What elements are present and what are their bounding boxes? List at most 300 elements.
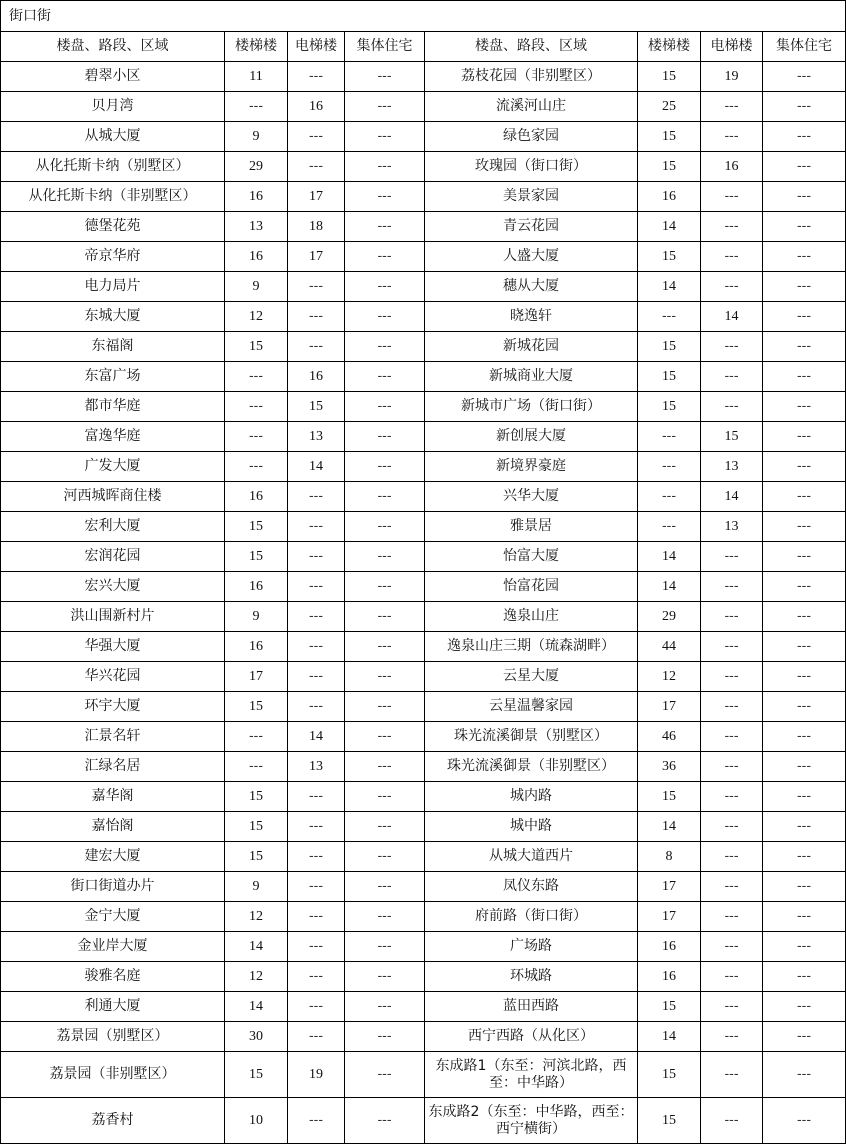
cell-name-right: 逸泉山庄三期（琉森湖畔） xyxy=(425,632,638,662)
cell-collective-price-left: --- xyxy=(345,572,425,602)
cell-elevator-price-left: --- xyxy=(288,1022,345,1052)
table-row xyxy=(1,1052,846,1098)
cell-elevator-price-right: --- xyxy=(701,752,763,782)
cell-stair-price-right: 17 xyxy=(638,902,701,932)
cell-stair-price-right: 8 xyxy=(638,842,701,872)
cell-elevator-price-right: --- xyxy=(701,362,763,392)
table-row xyxy=(1,362,846,392)
header-elevator-right: 电梯楼 xyxy=(701,32,763,62)
cell-stair-price-right: 15 xyxy=(638,992,701,1022)
cell-collective-price-left: --- xyxy=(345,512,425,542)
cell-elevator-price-right: 16 xyxy=(701,152,763,182)
cell-stair-price-left: 16 xyxy=(225,242,288,272)
cell-elevator-price-right: --- xyxy=(701,962,763,992)
cell-stair-price-left: --- xyxy=(225,752,288,782)
cell-collective-price-right: --- xyxy=(763,332,846,362)
cell-elevator-price-right: --- xyxy=(701,92,763,122)
cell-elevator-price-left: --- xyxy=(288,302,345,332)
cell-collective-price-right: --- xyxy=(763,752,846,782)
cell-stair-price-left: 12 xyxy=(225,962,288,992)
cell-stair-price-left: 15 xyxy=(225,812,288,842)
cell-collective-price-left: --- xyxy=(345,122,425,152)
cell-name-right: 新境界豪庭 xyxy=(425,452,638,482)
cell-collective-price-right: --- xyxy=(763,932,846,962)
cell-stair-price-right: 14 xyxy=(638,542,701,572)
table-row xyxy=(1,452,846,482)
cell-stair-price-left: --- xyxy=(225,422,288,452)
cell-collective-price-left: --- xyxy=(345,902,425,932)
cell-collective-price-right: --- xyxy=(763,392,846,422)
cell-name-right: 新创展大厦 xyxy=(425,422,638,452)
cell-collective-price-left: --- xyxy=(345,212,425,242)
cell-elevator-price-left: --- xyxy=(288,782,345,812)
cell-name-left: 从化托斯卡纳（别墅区） xyxy=(1,152,225,182)
cell-stair-price-right: 29 xyxy=(638,602,701,632)
table-row xyxy=(1,782,846,812)
cell-elevator-price-right: --- xyxy=(701,1098,763,1144)
cell-elevator-price-left: --- xyxy=(288,512,345,542)
table-row xyxy=(1,932,846,962)
cell-stair-price-right: 15 xyxy=(638,62,701,92)
cell-elevator-price-left: 18 xyxy=(288,212,345,242)
cell-name-left: 金业岸大厦 xyxy=(1,932,225,962)
table-row xyxy=(1,512,846,542)
cell-elevator-price-left: --- xyxy=(288,542,345,572)
cell-stair-price-right: 14 xyxy=(638,572,701,602)
cell-elevator-price-right: --- xyxy=(701,242,763,272)
cell-name-left: 宏兴大厦 xyxy=(1,572,225,602)
cell-elevator-price-left: --- xyxy=(288,122,345,152)
cell-name-right: 从城大道西片 xyxy=(425,842,638,872)
cell-elevator-price-right: --- xyxy=(701,1022,763,1052)
cell-collective-price-left: --- xyxy=(345,1098,425,1144)
cell-elevator-price-right: 19 xyxy=(701,62,763,92)
cell-collective-price-right: --- xyxy=(763,662,846,692)
cell-elevator-price-left: --- xyxy=(288,692,345,722)
cell-stair-price-left: 13 xyxy=(225,212,288,242)
cell-elevator-price-right: --- xyxy=(701,662,763,692)
cell-name-right: 环城路 xyxy=(425,962,638,992)
table-row xyxy=(1,872,846,902)
cell-name-left: 金宁大厦 xyxy=(1,902,225,932)
table-title-row xyxy=(1,1,846,32)
cell-name-right: 绿色家园 xyxy=(425,122,638,152)
cell-collective-price-right: --- xyxy=(763,212,846,242)
cell-name-right: 凤仪东路 xyxy=(425,872,638,902)
cell-name-right: 新城市广场（街口街） xyxy=(425,392,638,422)
cell-elevator-price-right: --- xyxy=(701,182,763,212)
table-row xyxy=(1,692,846,722)
cell-stair-price-right: 14 xyxy=(638,1022,701,1052)
cell-elevator-price-left: 14 xyxy=(288,722,345,752)
table-row xyxy=(1,1022,846,1052)
cell-collective-price-left: --- xyxy=(345,872,425,902)
cell-collective-price-right: --- xyxy=(763,62,846,92)
cell-name-right: 西宁西路（从化区） xyxy=(425,1022,638,1052)
cell-stair-price-left: 16 xyxy=(225,632,288,662)
cell-elevator-price-right: 13 xyxy=(701,512,763,542)
cell-collective-price-left: --- xyxy=(345,782,425,812)
cell-collective-price-right: --- xyxy=(763,842,846,872)
cell-elevator-price-right: --- xyxy=(701,602,763,632)
cell-stair-price-right: 15 xyxy=(638,152,701,182)
cell-name-left: 汇景名轩 xyxy=(1,722,225,752)
cell-stair-price-right: 15 xyxy=(638,392,701,422)
cell-name-right: 蓝田西路 xyxy=(425,992,638,1022)
table-row xyxy=(1,62,846,92)
cell-collective-price-left: --- xyxy=(345,62,425,92)
cell-elevator-price-right: 15 xyxy=(701,422,763,452)
cell-stair-price-left: 15 xyxy=(225,332,288,362)
cell-name-left: 环宇大厦 xyxy=(1,692,225,722)
cell-elevator-price-left: --- xyxy=(288,602,345,632)
cell-collective-price-left: --- xyxy=(345,992,425,1022)
cell-elevator-price-right: --- xyxy=(701,932,763,962)
cell-stair-price-left: 15 xyxy=(225,1052,288,1098)
cell-collective-price-left: --- xyxy=(345,92,425,122)
cell-name-right: 府前路（街口街） xyxy=(425,902,638,932)
cell-collective-price-right: --- xyxy=(763,452,846,482)
cell-name-left: 贝月湾 xyxy=(1,92,225,122)
cell-stair-price-right: 17 xyxy=(638,692,701,722)
cell-stair-price-left: --- xyxy=(225,452,288,482)
cell-elevator-price-left: 13 xyxy=(288,422,345,452)
table-row xyxy=(1,812,846,842)
cell-collective-price-left: --- xyxy=(345,662,425,692)
cell-collective-price-right: --- xyxy=(763,572,846,602)
cell-elevator-price-right: --- xyxy=(701,812,763,842)
cell-elevator-price-right: --- xyxy=(701,392,763,422)
cell-name-left: 河西城晖商住楼 xyxy=(1,482,225,512)
table-row xyxy=(1,992,846,1022)
cell-name-left: 东城大厦 xyxy=(1,302,225,332)
cell-name-right: 怡富大厦 xyxy=(425,542,638,572)
cell-elevator-price-right: --- xyxy=(701,692,763,722)
table-row xyxy=(1,272,846,302)
cell-name-right: 广场路 xyxy=(425,932,638,962)
cell-elevator-price-left: 17 xyxy=(288,242,345,272)
table-row xyxy=(1,422,846,452)
cell-collective-price-right: --- xyxy=(763,782,846,812)
cell-collective-price-right: --- xyxy=(763,872,846,902)
cell-elevator-price-right: --- xyxy=(701,122,763,152)
cell-stair-price-left: 17 xyxy=(225,662,288,692)
cell-stair-price-right: --- xyxy=(638,422,701,452)
cell-name-right: 荔枝花园（非别墅区） xyxy=(425,62,638,92)
cell-name-left: 建宏大厦 xyxy=(1,842,225,872)
cell-elevator-price-left: 14 xyxy=(288,452,345,482)
cell-stair-price-right: 15 xyxy=(638,1052,701,1098)
cell-name-left: 汇绿名居 xyxy=(1,752,225,782)
cell-stair-price-left: --- xyxy=(225,722,288,752)
cell-elevator-price-left: --- xyxy=(288,332,345,362)
cell-elevator-price-right: 13 xyxy=(701,452,763,482)
table-row xyxy=(1,602,846,632)
cell-stair-price-left: 15 xyxy=(225,782,288,812)
table-row xyxy=(1,902,846,932)
cell-collective-price-right: --- xyxy=(763,242,846,272)
cell-stair-price-right: 14 xyxy=(638,212,701,242)
cell-collective-price-right: --- xyxy=(763,182,846,212)
table-row xyxy=(1,242,846,272)
cell-stair-price-right: --- xyxy=(638,512,701,542)
cell-collective-price-right: --- xyxy=(763,1022,846,1052)
cell-collective-price-left: --- xyxy=(345,542,425,572)
cell-name-left: 电力局片 xyxy=(1,272,225,302)
cell-name-right: 东成路1（东至：河滨北路，西至：中华路） xyxy=(425,1052,638,1098)
cell-elevator-price-left: 16 xyxy=(288,92,345,122)
cell-name-left: 荔景园（别墅区） xyxy=(1,1022,225,1052)
cell-name-left: 德堡花苑 xyxy=(1,212,225,242)
cell-name-right: 珠光流溪御景（非别墅区） xyxy=(425,752,638,782)
cell-name-left: 从化托斯卡纳（非别墅区） xyxy=(1,182,225,212)
cell-name-right: 流溪河山庄 xyxy=(425,92,638,122)
table-row xyxy=(1,662,846,692)
cell-elevator-price-left: --- xyxy=(288,1098,345,1144)
cell-collective-price-left: --- xyxy=(345,482,425,512)
cell-stair-price-left: 29 xyxy=(225,152,288,182)
cell-collective-price-left: --- xyxy=(345,602,425,632)
cell-collective-price-left: --- xyxy=(345,632,425,662)
table-row xyxy=(1,752,846,782)
cell-collective-price-right: --- xyxy=(763,692,846,722)
cell-collective-price-left: --- xyxy=(345,962,425,992)
cell-stair-price-left: --- xyxy=(225,92,288,122)
header-elevator-left: 电梯楼 xyxy=(288,32,345,62)
cell-collective-price-left: --- xyxy=(345,722,425,752)
cell-stair-price-left: 16 xyxy=(225,182,288,212)
cell-name-left: 宏利大厦 xyxy=(1,512,225,542)
cell-elevator-price-left: --- xyxy=(288,872,345,902)
cell-stair-price-right: 16 xyxy=(638,962,701,992)
table-row xyxy=(1,332,846,362)
cell-elevator-price-left: --- xyxy=(288,662,345,692)
cell-name-left: 洪山围新村片 xyxy=(1,602,225,632)
cell-collective-price-left: --- xyxy=(345,752,425,782)
cell-stair-price-right: 15 xyxy=(638,782,701,812)
cell-collective-price-right: --- xyxy=(763,902,846,932)
cell-name-left: 广发大厦 xyxy=(1,452,225,482)
cell-name-right: 东成路2（东至：中华路，西至：西宁横街） xyxy=(425,1098,638,1144)
cell-collective-price-right: --- xyxy=(763,92,846,122)
table-row xyxy=(1,1098,846,1144)
table-row xyxy=(1,482,846,512)
cell-collective-price-right: --- xyxy=(763,992,846,1022)
cell-collective-price-left: --- xyxy=(345,272,425,302)
cell-name-left: 骏雅名庭 xyxy=(1,962,225,992)
cell-name-right: 珠光流溪御景（别墅区） xyxy=(425,722,638,752)
cell-name-right: 人盛大厦 xyxy=(425,242,638,272)
cell-stair-price-right: 15 xyxy=(638,1098,701,1144)
cell-collective-price-left: --- xyxy=(345,362,425,392)
cell-stair-price-right: 12 xyxy=(638,662,701,692)
table-row xyxy=(1,392,846,422)
header-name-right: 楼盘、路段、区域 xyxy=(425,32,638,62)
cell-elevator-price-left: --- xyxy=(288,482,345,512)
cell-collective-price-left: --- xyxy=(345,242,425,272)
cell-stair-price-right: --- xyxy=(638,302,701,332)
cell-collective-price-right: --- xyxy=(763,482,846,512)
cell-name-left: 碧翠小区 xyxy=(1,62,225,92)
header-stair-left: 楼梯楼 xyxy=(225,32,288,62)
cell-collective-price-right: --- xyxy=(763,152,846,182)
cell-name-right: 兴华大厦 xyxy=(425,482,638,512)
cell-name-right: 城中路 xyxy=(425,812,638,842)
cell-elevator-price-left: --- xyxy=(288,932,345,962)
cell-stair-price-left: --- xyxy=(225,392,288,422)
table-row xyxy=(1,542,846,572)
cell-name-right: 穗从大厦 xyxy=(425,272,638,302)
cell-name-left: 富逸华庭 xyxy=(1,422,225,452)
cell-stair-price-left: 15 xyxy=(225,842,288,872)
cell-stair-price-right: --- xyxy=(638,482,701,512)
table-row xyxy=(1,92,846,122)
cell-elevator-price-right: --- xyxy=(701,572,763,602)
cell-stair-price-right: 15 xyxy=(638,122,701,152)
cell-name-right: 逸泉山庄 xyxy=(425,602,638,632)
table-row xyxy=(1,152,846,182)
cell-stair-price-right: --- xyxy=(638,452,701,482)
cell-elevator-price-right: --- xyxy=(701,332,763,362)
header-collective-right: 集体住宅 xyxy=(763,32,846,62)
cell-stair-price-left: 15 xyxy=(225,542,288,572)
cell-stair-price-right: 14 xyxy=(638,272,701,302)
cell-collective-price-left: --- xyxy=(345,812,425,842)
header-row xyxy=(1,32,846,62)
cell-elevator-price-left: --- xyxy=(288,572,345,602)
cell-stair-price-left: 9 xyxy=(225,602,288,632)
cell-name-left: 从城大厦 xyxy=(1,122,225,152)
cell-collective-price-left: --- xyxy=(345,932,425,962)
cell-stair-price-right: 14 xyxy=(638,812,701,842)
cell-elevator-price-left: --- xyxy=(288,812,345,842)
cell-elevator-price-left: --- xyxy=(288,992,345,1022)
cell-elevator-price-left: 19 xyxy=(288,1052,345,1098)
cell-collective-price-left: --- xyxy=(345,302,425,332)
cell-name-right: 城内路 xyxy=(425,782,638,812)
cell-elevator-price-left: --- xyxy=(288,152,345,182)
cell-name-left: 华强大厦 xyxy=(1,632,225,662)
cell-elevator-price-right: 14 xyxy=(701,302,763,332)
cell-stair-price-right: 16 xyxy=(638,932,701,962)
cell-name-left: 荔景园（非别墅区） xyxy=(1,1052,225,1098)
cell-stair-price-right: 15 xyxy=(638,242,701,272)
cell-collective-price-right: --- xyxy=(763,632,846,662)
cell-name-left: 华兴花园 xyxy=(1,662,225,692)
cell-collective-price-right: --- xyxy=(763,1052,846,1098)
cell-stair-price-left: 9 xyxy=(225,272,288,302)
cell-collective-price-right: --- xyxy=(763,602,846,632)
cell-elevator-price-right: --- xyxy=(701,992,763,1022)
cell-stair-price-left: 14 xyxy=(225,932,288,962)
table-title: 街口街 xyxy=(1,1,846,32)
cell-name-left: 嘉怡阁 xyxy=(1,812,225,842)
table-row xyxy=(1,632,846,662)
cell-stair-price-left: 10 xyxy=(225,1098,288,1144)
cell-collective-price-left: --- xyxy=(345,692,425,722)
cell-stair-price-right: 15 xyxy=(638,332,701,362)
cell-stair-price-left: 12 xyxy=(225,902,288,932)
cell-elevator-price-right: --- xyxy=(701,1052,763,1098)
cell-stair-price-left: 15 xyxy=(225,512,288,542)
cell-name-left: 东福阁 xyxy=(1,332,225,362)
cell-elevator-price-left: --- xyxy=(288,902,345,932)
cell-name-left: 街口街道办片 xyxy=(1,872,225,902)
cell-name-right: 青云花园 xyxy=(425,212,638,242)
cell-name-right: 新城花园 xyxy=(425,332,638,362)
cell-collective-price-right: --- xyxy=(763,722,846,752)
cell-elevator-price-right: --- xyxy=(701,542,763,572)
cell-name-right: 雅景居 xyxy=(425,512,638,542)
cell-elevator-price-right: --- xyxy=(701,722,763,752)
cell-elevator-price-right: --- xyxy=(701,782,763,812)
cell-stair-price-left: 12 xyxy=(225,302,288,332)
table-row xyxy=(1,302,846,332)
table-row xyxy=(1,122,846,152)
cell-stair-price-right: 44 xyxy=(638,632,701,662)
cell-collective-price-right: --- xyxy=(763,272,846,302)
cell-collective-price-left: --- xyxy=(345,452,425,482)
cell-elevator-price-left: --- xyxy=(288,632,345,662)
cell-name-left: 宏润花园 xyxy=(1,542,225,572)
cell-elevator-price-right: --- xyxy=(701,872,763,902)
cell-name-right: 晓逸轩 xyxy=(425,302,638,332)
cell-elevator-price-right: --- xyxy=(701,902,763,932)
cell-name-right: 新城商业大厦 xyxy=(425,362,638,392)
cell-elevator-price-left: --- xyxy=(288,62,345,92)
cell-name-right: 玫瑰园（街口街） xyxy=(425,152,638,182)
cell-collective-price-right: --- xyxy=(763,542,846,572)
cell-stair-price-right: 16 xyxy=(638,182,701,212)
cell-collective-price-left: --- xyxy=(345,1022,425,1052)
cell-elevator-price-right: --- xyxy=(701,212,763,242)
cell-stair-price-left: 9 xyxy=(225,122,288,152)
cell-collective-price-left: --- xyxy=(345,152,425,182)
cell-stair-price-left: 11 xyxy=(225,62,288,92)
cell-elevator-price-left: 13 xyxy=(288,752,345,782)
cell-elevator-price-right: --- xyxy=(701,272,763,302)
cell-elevator-price-right: --- xyxy=(701,842,763,872)
cell-name-left: 利通大厦 xyxy=(1,992,225,1022)
cell-stair-price-left: 16 xyxy=(225,482,288,512)
cell-stair-price-right: 46 xyxy=(638,722,701,752)
cell-collective-price-right: --- xyxy=(763,812,846,842)
cell-stair-price-right: 15 xyxy=(638,362,701,392)
cell-elevator-price-left: --- xyxy=(288,842,345,872)
cell-name-left: 荔香村 xyxy=(1,1098,225,1144)
cell-stair-price-left: 14 xyxy=(225,992,288,1022)
header-stair-right: 楼梯楼 xyxy=(638,32,701,62)
header-collective-left: 集体住宅 xyxy=(345,32,425,62)
cell-name-left: 东富广场 xyxy=(1,362,225,392)
cell-elevator-price-left: --- xyxy=(288,272,345,302)
table-row xyxy=(1,572,846,602)
cell-elevator-price-left: 15 xyxy=(288,392,345,422)
cell-name-left: 帝京华府 xyxy=(1,242,225,272)
cell-name-left: 嘉华阁 xyxy=(1,782,225,812)
cell-name-right: 云星温馨家园 xyxy=(425,692,638,722)
cell-stair-price-left: 30 xyxy=(225,1022,288,1052)
cell-collective-price-left: --- xyxy=(345,842,425,872)
cell-elevator-price-right: 14 xyxy=(701,482,763,512)
cell-name-right: 美景家园 xyxy=(425,182,638,212)
cell-collective-price-right: --- xyxy=(763,302,846,332)
cell-elevator-price-left: 16 xyxy=(288,362,345,392)
cell-collective-price-left: --- xyxy=(345,332,425,362)
table-row xyxy=(1,842,846,872)
cell-collective-price-right: --- xyxy=(763,962,846,992)
cell-stair-price-left: 15 xyxy=(225,692,288,722)
